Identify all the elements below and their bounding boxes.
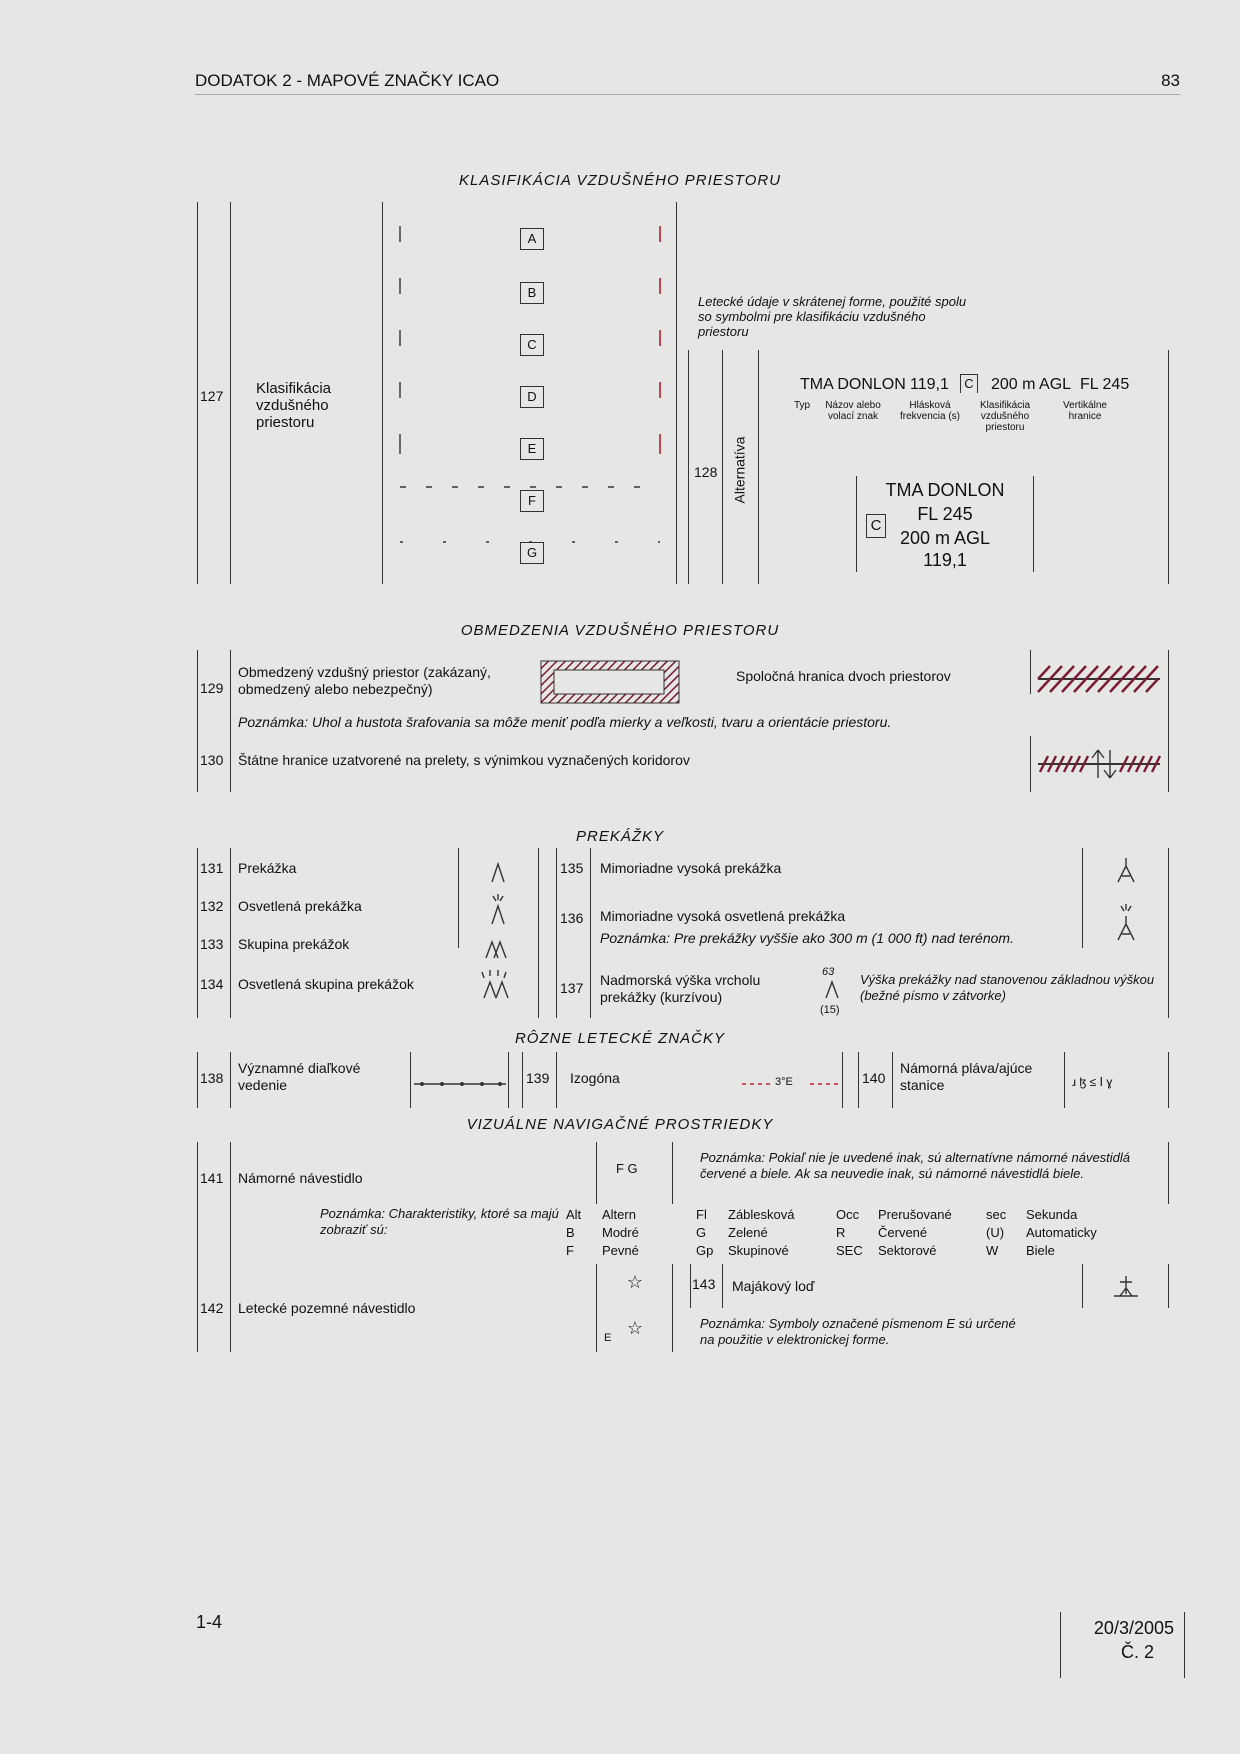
row-number-128: 128 <box>694 464 718 480</box>
elevation-obstacle-icon <box>818 974 848 1004</box>
obstacle-group-icon <box>486 942 506 958</box>
row-number-133: 133 <box>200 936 224 952</box>
row-number-143: 143 <box>692 1276 716 1292</box>
line-upper: FL 245 <box>1080 376 1130 393</box>
line-name: TMA DONLON <box>800 376 906 393</box>
row-label-143: Majákový loď <box>732 1278 815 1294</box>
legend-text: Sektorové <box>878 1243 937 1258</box>
row-number-142: 142 <box>200 1300 224 1316</box>
row-label-131: Prekážka <box>238 860 297 876</box>
obstacle-note: Poznámka: Pre prekážky vyššie ako 300 m (1 000 ft) nad terénom. <box>600 930 1014 946</box>
row-number-140: 140 <box>862 1070 886 1086</box>
restriction-note: Poznámka: Uhol a hustota šrafovania sa môže meniť podľa mierky a veľkosti, tvaru a orientácie priestoru. <box>238 714 892 730</box>
legend-name: Názov alebo volací znak <box>825 400 881 422</box>
legend-abbr: Fl <box>696 1207 707 1222</box>
characteristics-note: Poznámka: Charakteristiky, ktoré sa majú zobraziť sú: <box>320 1206 559 1237</box>
marine-light-symbol: F G <box>616 1161 638 1176</box>
row-label-133: Skupina prekážok <box>238 936 350 952</box>
row-label-136: Mimoriadne vysoká osvetlená prekážka <box>600 908 846 924</box>
legend-abbr: Occ <box>836 1207 860 1222</box>
box-freq: 119,1 <box>923 550 967 570</box>
section-heading-classification: KLASIFIKÁCIA VZDUŠNÉHO PRIESTORU <box>458 172 782 189</box>
row-label-138: Významné diaľkové vedenie <box>238 1060 361 1093</box>
box-upper: FL 245 <box>917 504 973 524</box>
section-heading-obstacles: PREKÁŽKY <box>575 828 665 845</box>
high-obstacle-icons <box>1084 848 1168 948</box>
legend-abbr: sec <box>986 1207 1007 1222</box>
footer-date: 20/3/2005 <box>1093 1618 1174 1638</box>
legend-class: Klasifikácia vzdušného priestoru <box>979 400 1031 433</box>
legend-text: Zelené <box>728 1225 768 1240</box>
legend-freq: Hlásková frekvencia (s) <box>899 400 960 422</box>
aero-light-icon: ☆ <box>626 1272 644 1292</box>
class-box-d: D <box>520 386 544 408</box>
legend-abbr: F <box>566 1243 574 1258</box>
legend-abbr: Gp <box>696 1243 714 1258</box>
common-boundary-label: Spoločná hranica dvoch priestorov <box>736 668 951 684</box>
row-label-142: Letecké pozemné návestidlo <box>238 1300 416 1316</box>
row-number-135: 135 <box>560 860 584 876</box>
line-freq: 119,1 <box>910 376 949 393</box>
class-box-g: G <box>520 542 544 564</box>
legend-text: Automaticky <box>1026 1225 1097 1240</box>
footer-issue: Č. 2 <box>1120 1642 1154 1662</box>
legend-abbr: R <box>836 1225 846 1240</box>
row-number-131: 131 <box>200 860 224 876</box>
classification-note: Letecké údaje v skrátenej forme, použité spolu so symbolmi pre klasifikáciu vzdušného priestoru <box>698 294 967 339</box>
height-value: (15) <box>820 1004 840 1016</box>
class-boundary-lines <box>382 202 676 584</box>
legend-abbr: (U) <box>986 1225 1005 1240</box>
row-label-139: Izogóna <box>570 1070 620 1086</box>
legend-text: Biele <box>1026 1243 1055 1258</box>
section-heading-misc: RÔZNE LETECKÉ ZNAČKY <box>514 1030 726 1047</box>
row-number-139: 139 <box>526 1070 550 1086</box>
page-number: 83 <box>1161 71 1180 90</box>
line-class: C <box>960 374 978 393</box>
row-number-138: 138 <box>200 1070 224 1086</box>
electronic-note: Poznámka: Symboly označené písmenom E sú určené na použitie v elektronickej forme. <box>700 1316 1016 1347</box>
section-heading-visual-nav: VIZUÁLNE NAVIGAČNÉ PROSTRIEDKY <box>466 1116 774 1133</box>
row-number-134: 134 <box>200 976 224 992</box>
section-heading-restrictions: OBMEDZENIA VZDUŠNÉHO PRIESTORU <box>460 622 780 639</box>
row-label-140: Námorná pláva/ajúce stanice <box>900 1060 1033 1093</box>
row-label-137: Nadmorská výška vrcholu prekážky (kurzívou) <box>600 972 761 1005</box>
row-number-127: 127 <box>200 388 224 404</box>
legend-abbr: W <box>986 1243 999 1258</box>
box-class: C <box>866 514 886 538</box>
aero-light-e-icon: ☆ <box>626 1318 644 1338</box>
legend-abbr: B <box>566 1225 575 1240</box>
row-label-141: Námorné návestidlo <box>238 1170 363 1186</box>
row-label-132: Osvetlená prekážka <box>238 898 362 914</box>
power-line-symbol <box>412 1074 508 1094</box>
class-box-a: A <box>520 228 544 250</box>
lit-high-obstacle-icon <box>1118 916 1134 940</box>
class-symbols <box>382 202 676 584</box>
airspace-label-line <box>790 374 1160 398</box>
restricted-area-symbol <box>540 660 680 704</box>
legend-text: Skupinové <box>728 1243 789 1258</box>
obstacle-icons <box>460 848 536 1018</box>
legend-abbr: SEC <box>836 1243 863 1258</box>
box-lower: 200 m AGL <box>899 528 991 548</box>
row-number-141: 141 <box>200 1170 224 1186</box>
closed-border-symbol <box>1034 744 1164 780</box>
row-label-135: Mimoriadne vysoká prekážka <box>600 860 782 876</box>
row-number-137: 137 <box>560 980 584 996</box>
class-box-b: B <box>520 282 544 304</box>
legend-type: Typ <box>793 400 811 411</box>
row-number-132: 132 <box>200 898 224 914</box>
header-title: DODATOK 2 - MAPOVÉ ZNAČKY ICAO <box>195 71 500 90</box>
lightship-icon <box>1084 1264 1168 1308</box>
legend-abbr: G <box>696 1225 707 1240</box>
aero-light-e-label: E <box>604 1332 612 1344</box>
lit-obstacle-icon <box>492 906 504 924</box>
obstacle-height-label: Výška prekážky nad stanovenou základnou výškou (bežné písmo v zátvorke) <box>860 972 1155 1003</box>
high-obstacle-icon <box>1118 858 1134 882</box>
legend-text: Záblesková <box>728 1207 795 1222</box>
footer-left: 1-4 <box>196 1612 223 1632</box>
characteristics-legend <box>566 1206 1126 1260</box>
obstacle-icon <box>492 864 504 882</box>
line-lower: 200 m AGL <box>991 376 1072 393</box>
class-box-c: C <box>520 334 544 356</box>
legend-limits: Vertikálne hranice <box>1063 400 1107 422</box>
marine-station-symbol: ɹ ɮ ≤ Ⅰ ɣ <box>1072 1075 1113 1089</box>
legend-text: Altern <box>602 1207 636 1222</box>
row-label-134: Osvetlená skupina prekážok <box>238 976 414 992</box>
marine-light-note: Poznámka: Pokiaľ nie je uvedené inak, sú alternatívne námorné návestidlá červené a biele. Ak sa neuvedie inak, sú námorné návestidlá biele. <box>700 1150 1131 1181</box>
row-number-136: 136 <box>560 910 584 926</box>
legend-text: Modré <box>602 1225 639 1240</box>
row-label-129: Obmedzený vzdušný priestor (zakázaný, obmedzený alebo nebezpečný) <box>238 664 491 697</box>
common-boundary-symbol <box>1034 662 1164 696</box>
box-name: TMA DONLON <box>885 480 1005 500</box>
isogonic-value: 3°E <box>775 1076 793 1088</box>
row-label-130: Štátne hranice uzatvorené na prelety, s výnimkou vyznačených koridorov <box>238 752 690 768</box>
row-number-130: 130 <box>200 752 224 768</box>
row-label-128: Alternatíva <box>731 436 748 504</box>
page-header <box>195 72 1180 95</box>
class-box-e: E <box>520 438 544 460</box>
elevation-value: 63 <box>822 966 835 978</box>
row-number-129: 129 <box>200 680 224 696</box>
row-label-127: Klasifikácia vzdušného priestoru <box>256 380 332 431</box>
legend-text: Sekunda <box>1026 1207 1078 1222</box>
legend-text: Pevné <box>602 1243 639 1258</box>
legend-abbr: Alt <box>566 1207 582 1222</box>
class-box-f: F <box>520 490 544 512</box>
legend-text: Červené <box>878 1225 928 1240</box>
legend-text: Prerušované <box>878 1207 952 1222</box>
lit-obstacle-group-icon <box>484 982 508 998</box>
